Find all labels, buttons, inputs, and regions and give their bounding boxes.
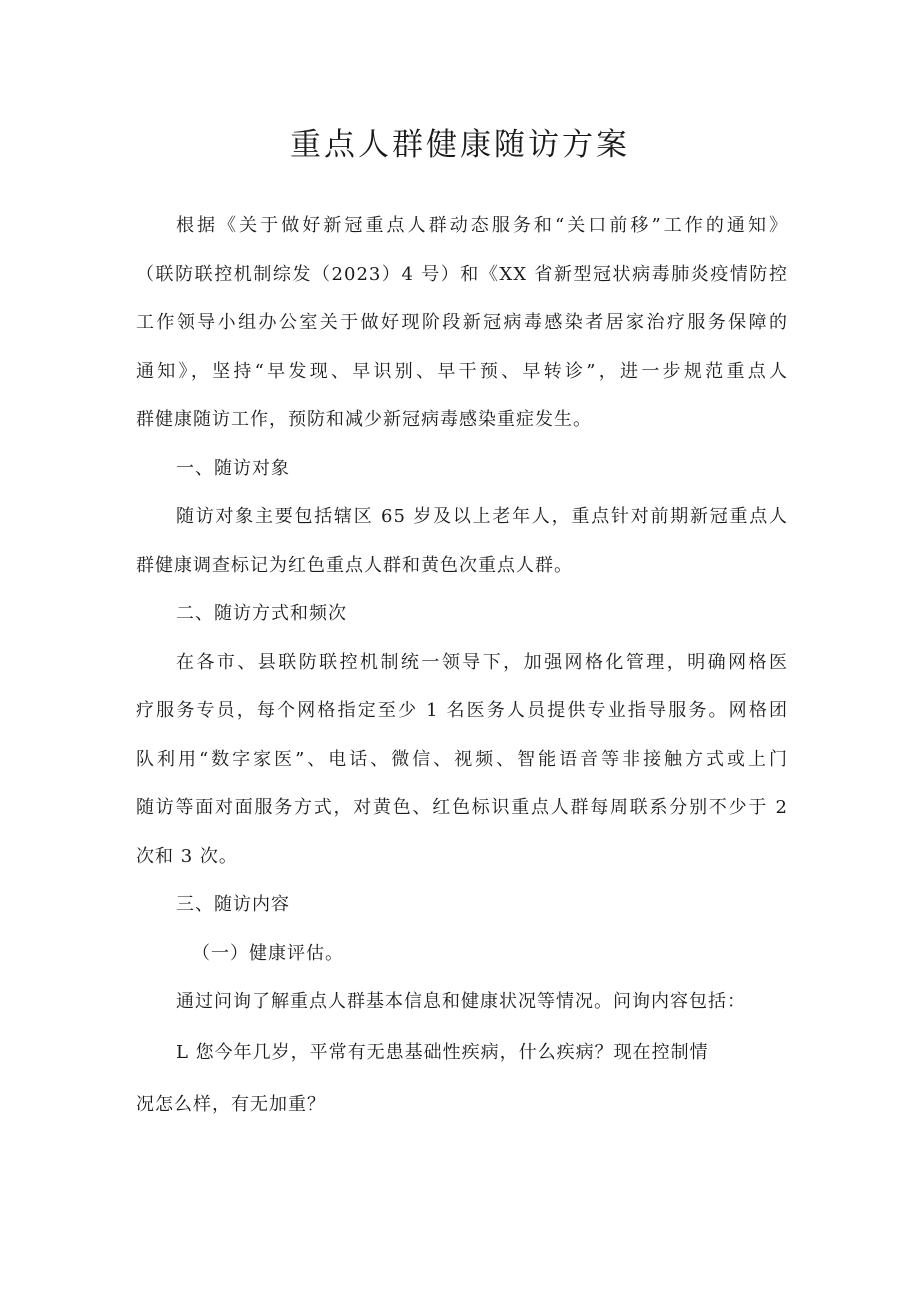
section3-heading: 三、随访内容	[176, 894, 290, 915]
page-title: 重点人群健康随访方案	[290, 127, 630, 163]
section2-line: 在各市、县联防联控机制统一领导下，加强网格化管理，明确网格医	[176, 651, 788, 673]
intro-line: 工作领导小组办公室关于做好现阶段新冠病毒感染者居家治疗服务保障的	[136, 312, 788, 333]
section2-line: 随访等面对面服务方式，对黄色、红色标识重点人群每周联系分别不少于 2	[136, 797, 788, 818]
section1-paragraph	[136, 493, 788, 590]
intro-line: 群健康随访工作，预防和减少新冠病毒感染重症发生。	[136, 409, 592, 430]
section3-subheading: （一）健康评估。	[192, 942, 344, 964]
section1-line: 群健康调查标记为红色重点人群和黄色次重点人群。	[136, 554, 573, 576]
question-line: L 您今年几岁，平常有无患基础性疾病，什么疾病？现在控制情	[176, 1041, 709, 1063]
intro-line: 通知》，坚持“早发现、早识别、早干预、早转诊”，进一步规范重点人	[136, 360, 788, 382]
intro-paragraph	[136, 202, 788, 445]
section2-line: 队利用“数字家医”、电话、微信、视频、智能语音等非接触方式或上门	[136, 748, 788, 770]
question-line: 况怎么样，有无加重？	[136, 1094, 326, 1115]
section3-sub1-text: 通过问询了解重点人群基本信息和健康状况等情况。问询内容包括：	[176, 991, 746, 1012]
intro-line: （联防联控机制综发（2023）4 号）和《XX 省新型冠状病毒肺炎疫情防控	[136, 263, 788, 285]
section2-heading: 二、随访方式和频次	[176, 603, 347, 624]
section2-line: 次和 3 次。	[136, 845, 238, 867]
section1-heading: 一、随访对象	[176, 457, 290, 479]
section2-paragraph	[136, 639, 788, 882]
section1-line: 随访对象主要包括辖区 65 岁及以上老年人，重点针对前期新冠重点人	[176, 506, 788, 527]
section2-line: 疗服务专员，每个网格指定至少 1 名医务人员提供专业指导服务。网格团	[136, 700, 788, 721]
intro-line: 根据《关于做好新冠重点人群动态服务和“关口前移”工作的通知》	[176, 215, 788, 236]
document-body	[136, 202, 788, 1130]
